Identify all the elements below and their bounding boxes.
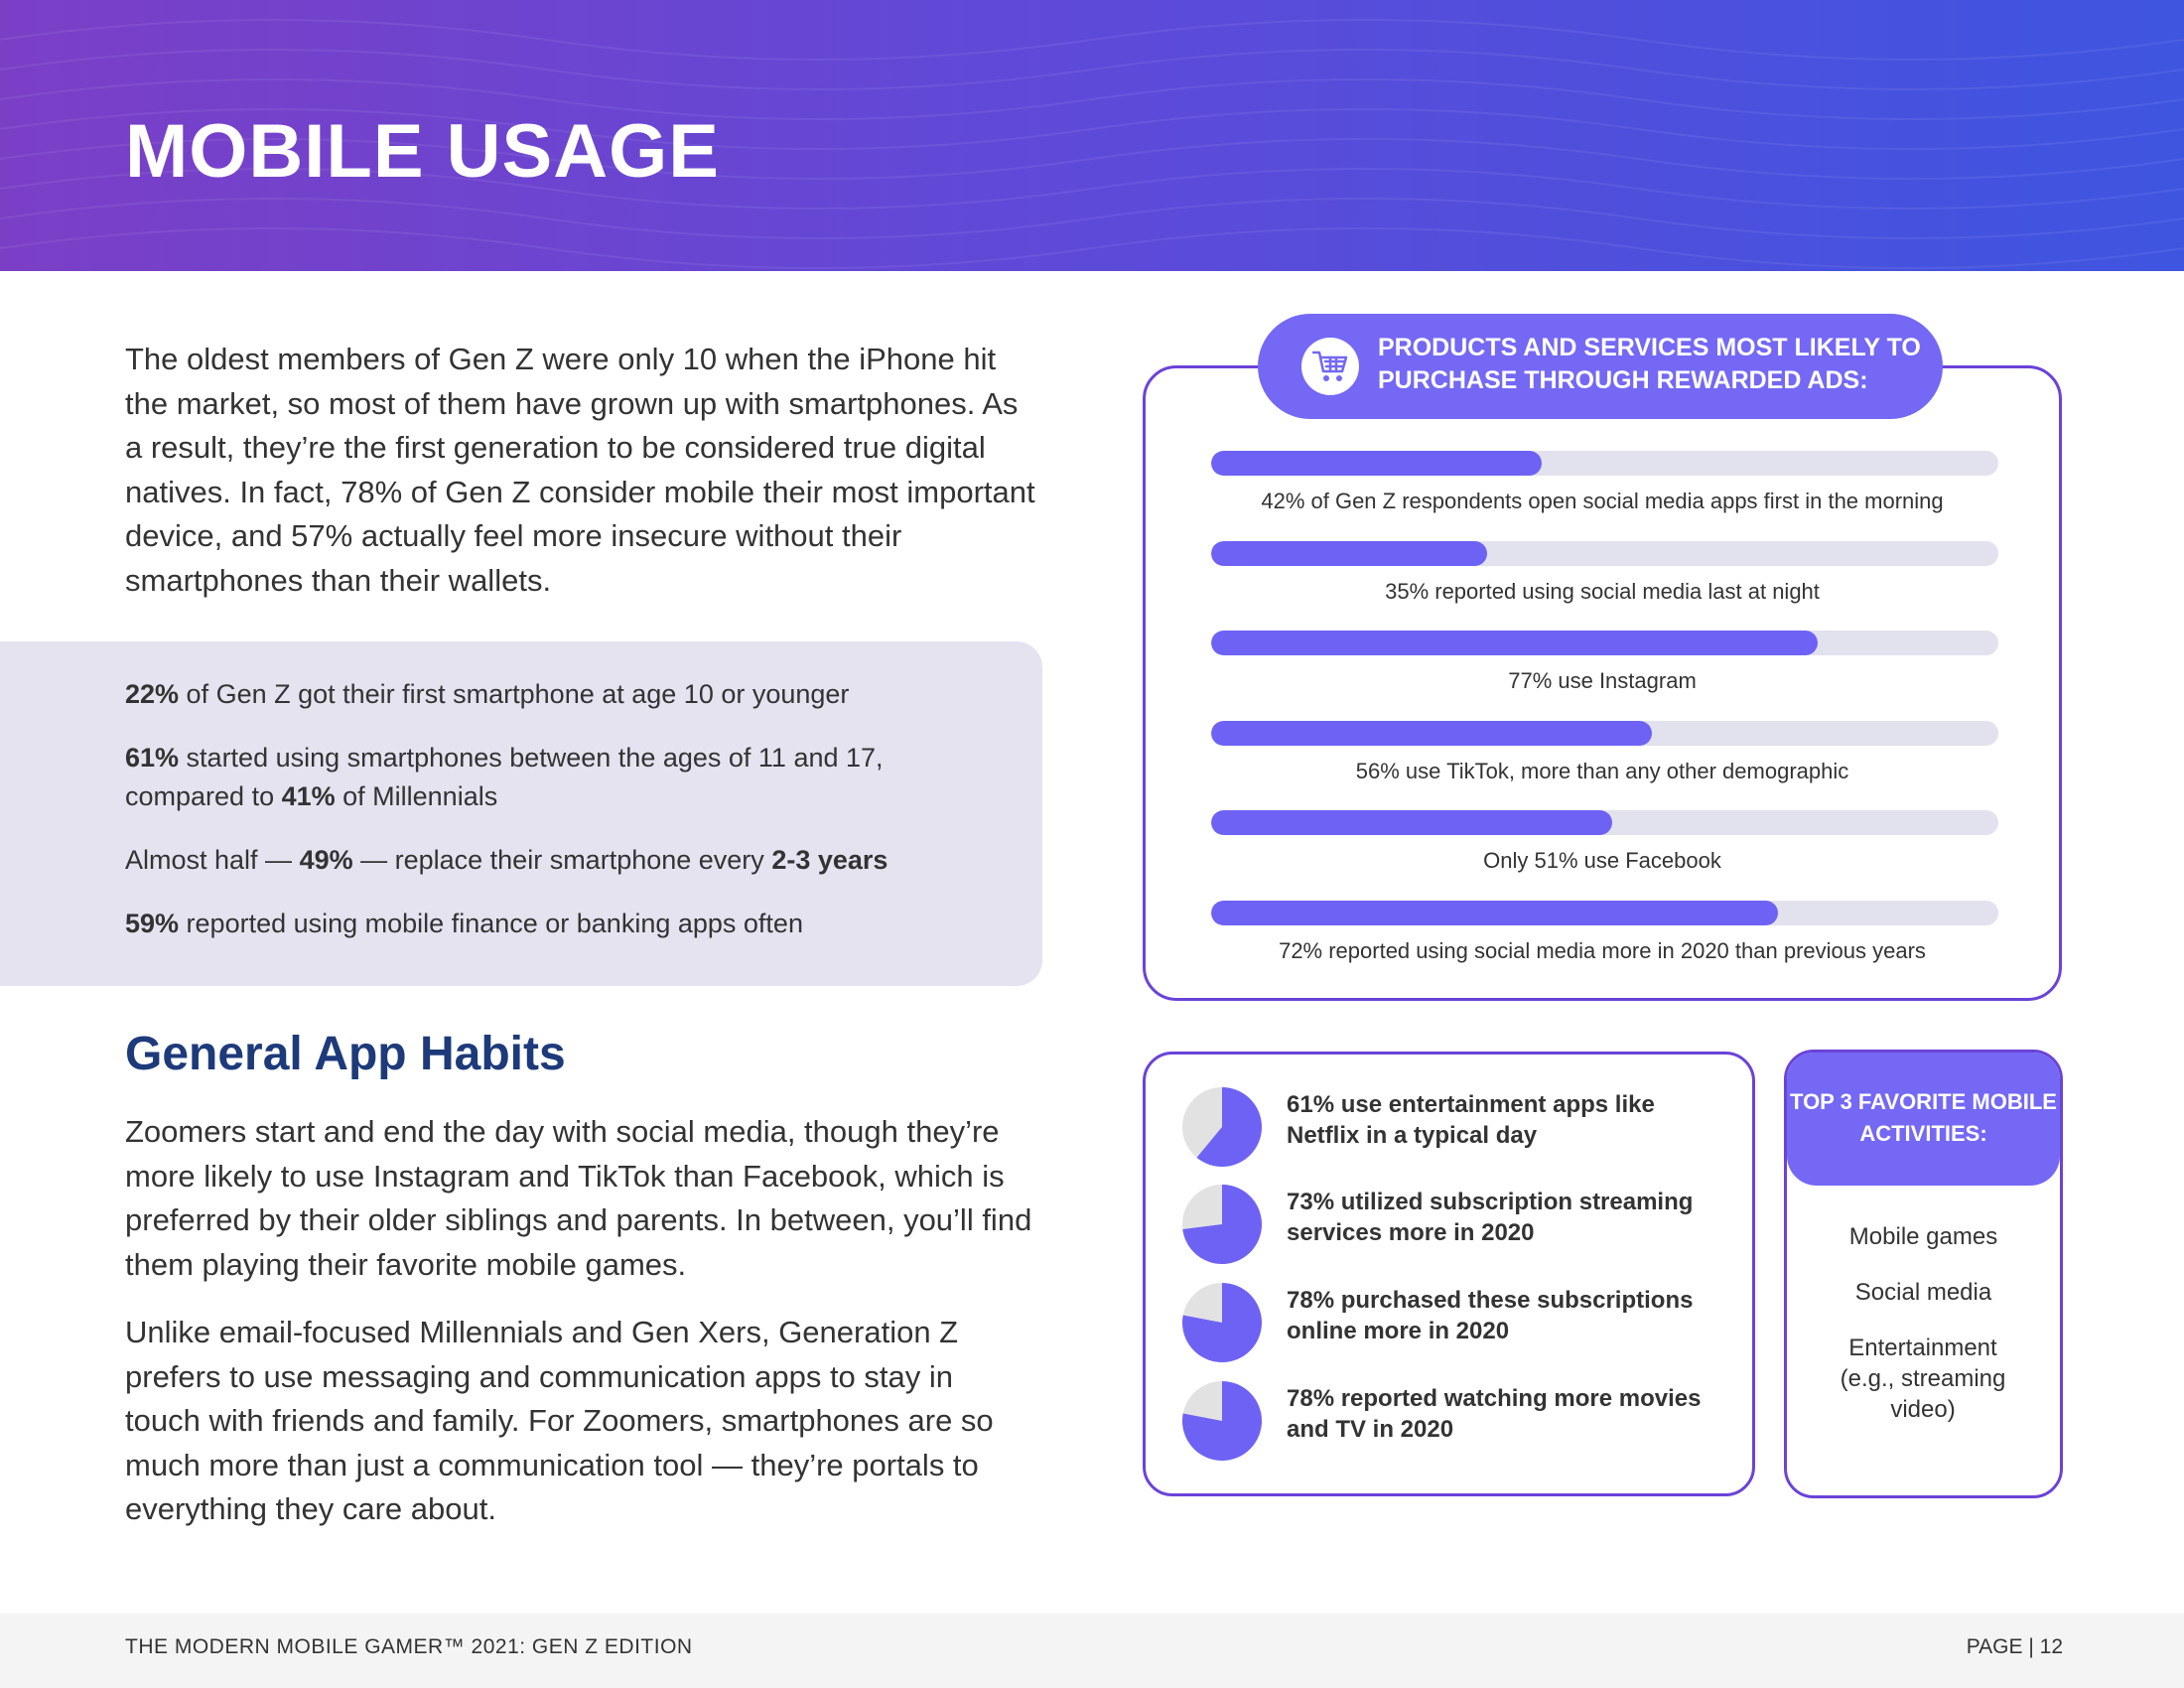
stat-highlight: 22% <box>125 679 180 709</box>
top-activity-item: Entertainment (e.g., streaming video) <box>1840 1335 2006 1423</box>
pie-label: 78% purchased these subscriptions online more in 2020 <box>1287 1287 1694 1344</box>
pie-chart <box>1179 1182 1265 1267</box>
top-activity-item: Social media <box>1854 1279 1992 1306</box>
top-activities-panel <box>1784 1050 2063 1498</box>
bar-label: 72% reported using social media more in 2020 than previous years <box>1279 938 1926 963</box>
stat-text: reported using mobile finance or banking apps often <box>179 909 803 938</box>
pie-label: 61% use entertainment apps like Netflix in a typical day <box>1287 1091 1655 1149</box>
stat-item <box>125 739 979 816</box>
top-activities-title: TOP 3 FAVORITE MOBILE ACTIVITIES: <box>1790 1089 2057 1146</box>
bar-fill <box>1211 721 1652 746</box>
page-title: MOBILE USAGE <box>125 109 720 194</box>
footer-page-number: PAGE | 12 <box>1966 1635 2063 1658</box>
stat-text: of Gen Z got their first smartphone at age 10 or younger <box>179 679 850 709</box>
pie-row <box>1179 1182 1745 1267</box>
stat-text: Almost half — <box>125 845 300 875</box>
bar-label: 56% use TikTok, more than any other demographic <box>1355 759 1849 783</box>
bar-label: 77% use Instagram <box>1508 668 1697 693</box>
footer-publication: THE MODERN MOBILE GAMER™ 2021: GEN Z EDITION <box>125 1635 693 1658</box>
pie-row <box>1179 1280 1745 1365</box>
bar-label: 42% of Gen Z respondents open social media apps first in the morning <box>1261 489 1944 513</box>
stat-text: of Millennials <box>335 781 498 811</box>
bar-label: 35% reported using social media last at night <box>1385 579 1820 604</box>
stat-text: started using smartphones between the ages of 11 and 17, compared to <box>125 743 884 811</box>
stat-highlight: 59% <box>125 909 180 938</box>
bar-track <box>1211 541 1998 566</box>
section-heading: General App Habits <box>125 1028 566 1080</box>
pie-chart <box>1179 1378 1265 1464</box>
stat-item <box>125 841 979 880</box>
bar-track <box>1211 901 1998 925</box>
stat-text: — replace their smartphone every <box>352 845 772 875</box>
stat-highlight: 61% <box>125 743 180 773</box>
pie-chart <box>1179 1084 1265 1170</box>
pie-row <box>1179 1084 1745 1170</box>
bar-fill <box>1211 901 1778 925</box>
stat-item <box>125 675 979 714</box>
intro-paragraph: The oldest members of Gen Z were only 10 when the iPhone hit the market, so most of them have grown up with smartphones. As a result, they’re the first generation to be considered true digital natives. In fact, 78% of Gen Z consider mobile their most important device, and 57% actually feel more insecure without their smartphones than their wallets. <box>125 342 1035 598</box>
pie-label: 78% reported watching more movies and TV in 2020 <box>1287 1385 1702 1443</box>
rewarded-ads-title: PRODUCTS AND SERVICES MOST LIKELY TO PURCHASE THROUGH REWARDED ADS: <box>1378 334 1921 394</box>
rewarded-ads-header <box>1258 314 1943 419</box>
body-paragraph: Unlike email-focused Millennials and Gen Xers, Generation Z prefers to use messaging and communication apps to stay in touch with friends and family. For Zoomers, smartphones are so much more than just a communication tool — they’re portals to everything they care about. <box>125 1315 994 1526</box>
stat-highlight: 49% <box>299 845 353 875</box>
bar-fill <box>1211 810 1612 835</box>
header-banner <box>0 0 2184 271</box>
pie-label: 73% utilized subscription streaming services more in 2020 <box>1287 1189 1694 1246</box>
top-activity-item: Mobile games <box>1848 1223 1998 1250</box>
stat-item <box>125 905 979 943</box>
top-activities-header <box>1787 1053 2060 1186</box>
bar-label: Only 51% use Facebook <box>1483 848 1721 873</box>
footer <box>0 1614 2184 1688</box>
body-paragraph: Zoomers start and end the day with social media, though they’re more likely to use Instagram and TikTok than Facebook, which is preferred by their older siblings and parents. In between, you’ll find them playing their favorite mobile games. <box>125 1114 1032 1282</box>
stat-highlight: 2-3 years <box>771 845 888 875</box>
stat-highlight: 41% <box>281 781 336 811</box>
bar-fill <box>1211 631 1818 655</box>
bar-fill <box>1211 451 1542 476</box>
bar-track <box>1211 631 1998 655</box>
bar-track <box>1211 721 1998 746</box>
cart-icon-badge <box>1301 338 1359 395</box>
pie-chart <box>1179 1280 1265 1365</box>
bar-track <box>1211 810 1998 835</box>
shopping-cart-icon <box>1312 350 1348 383</box>
pie-row <box>1179 1378 1745 1464</box>
bar-fill <box>1211 541 1487 566</box>
bar-track <box>1211 451 1998 476</box>
